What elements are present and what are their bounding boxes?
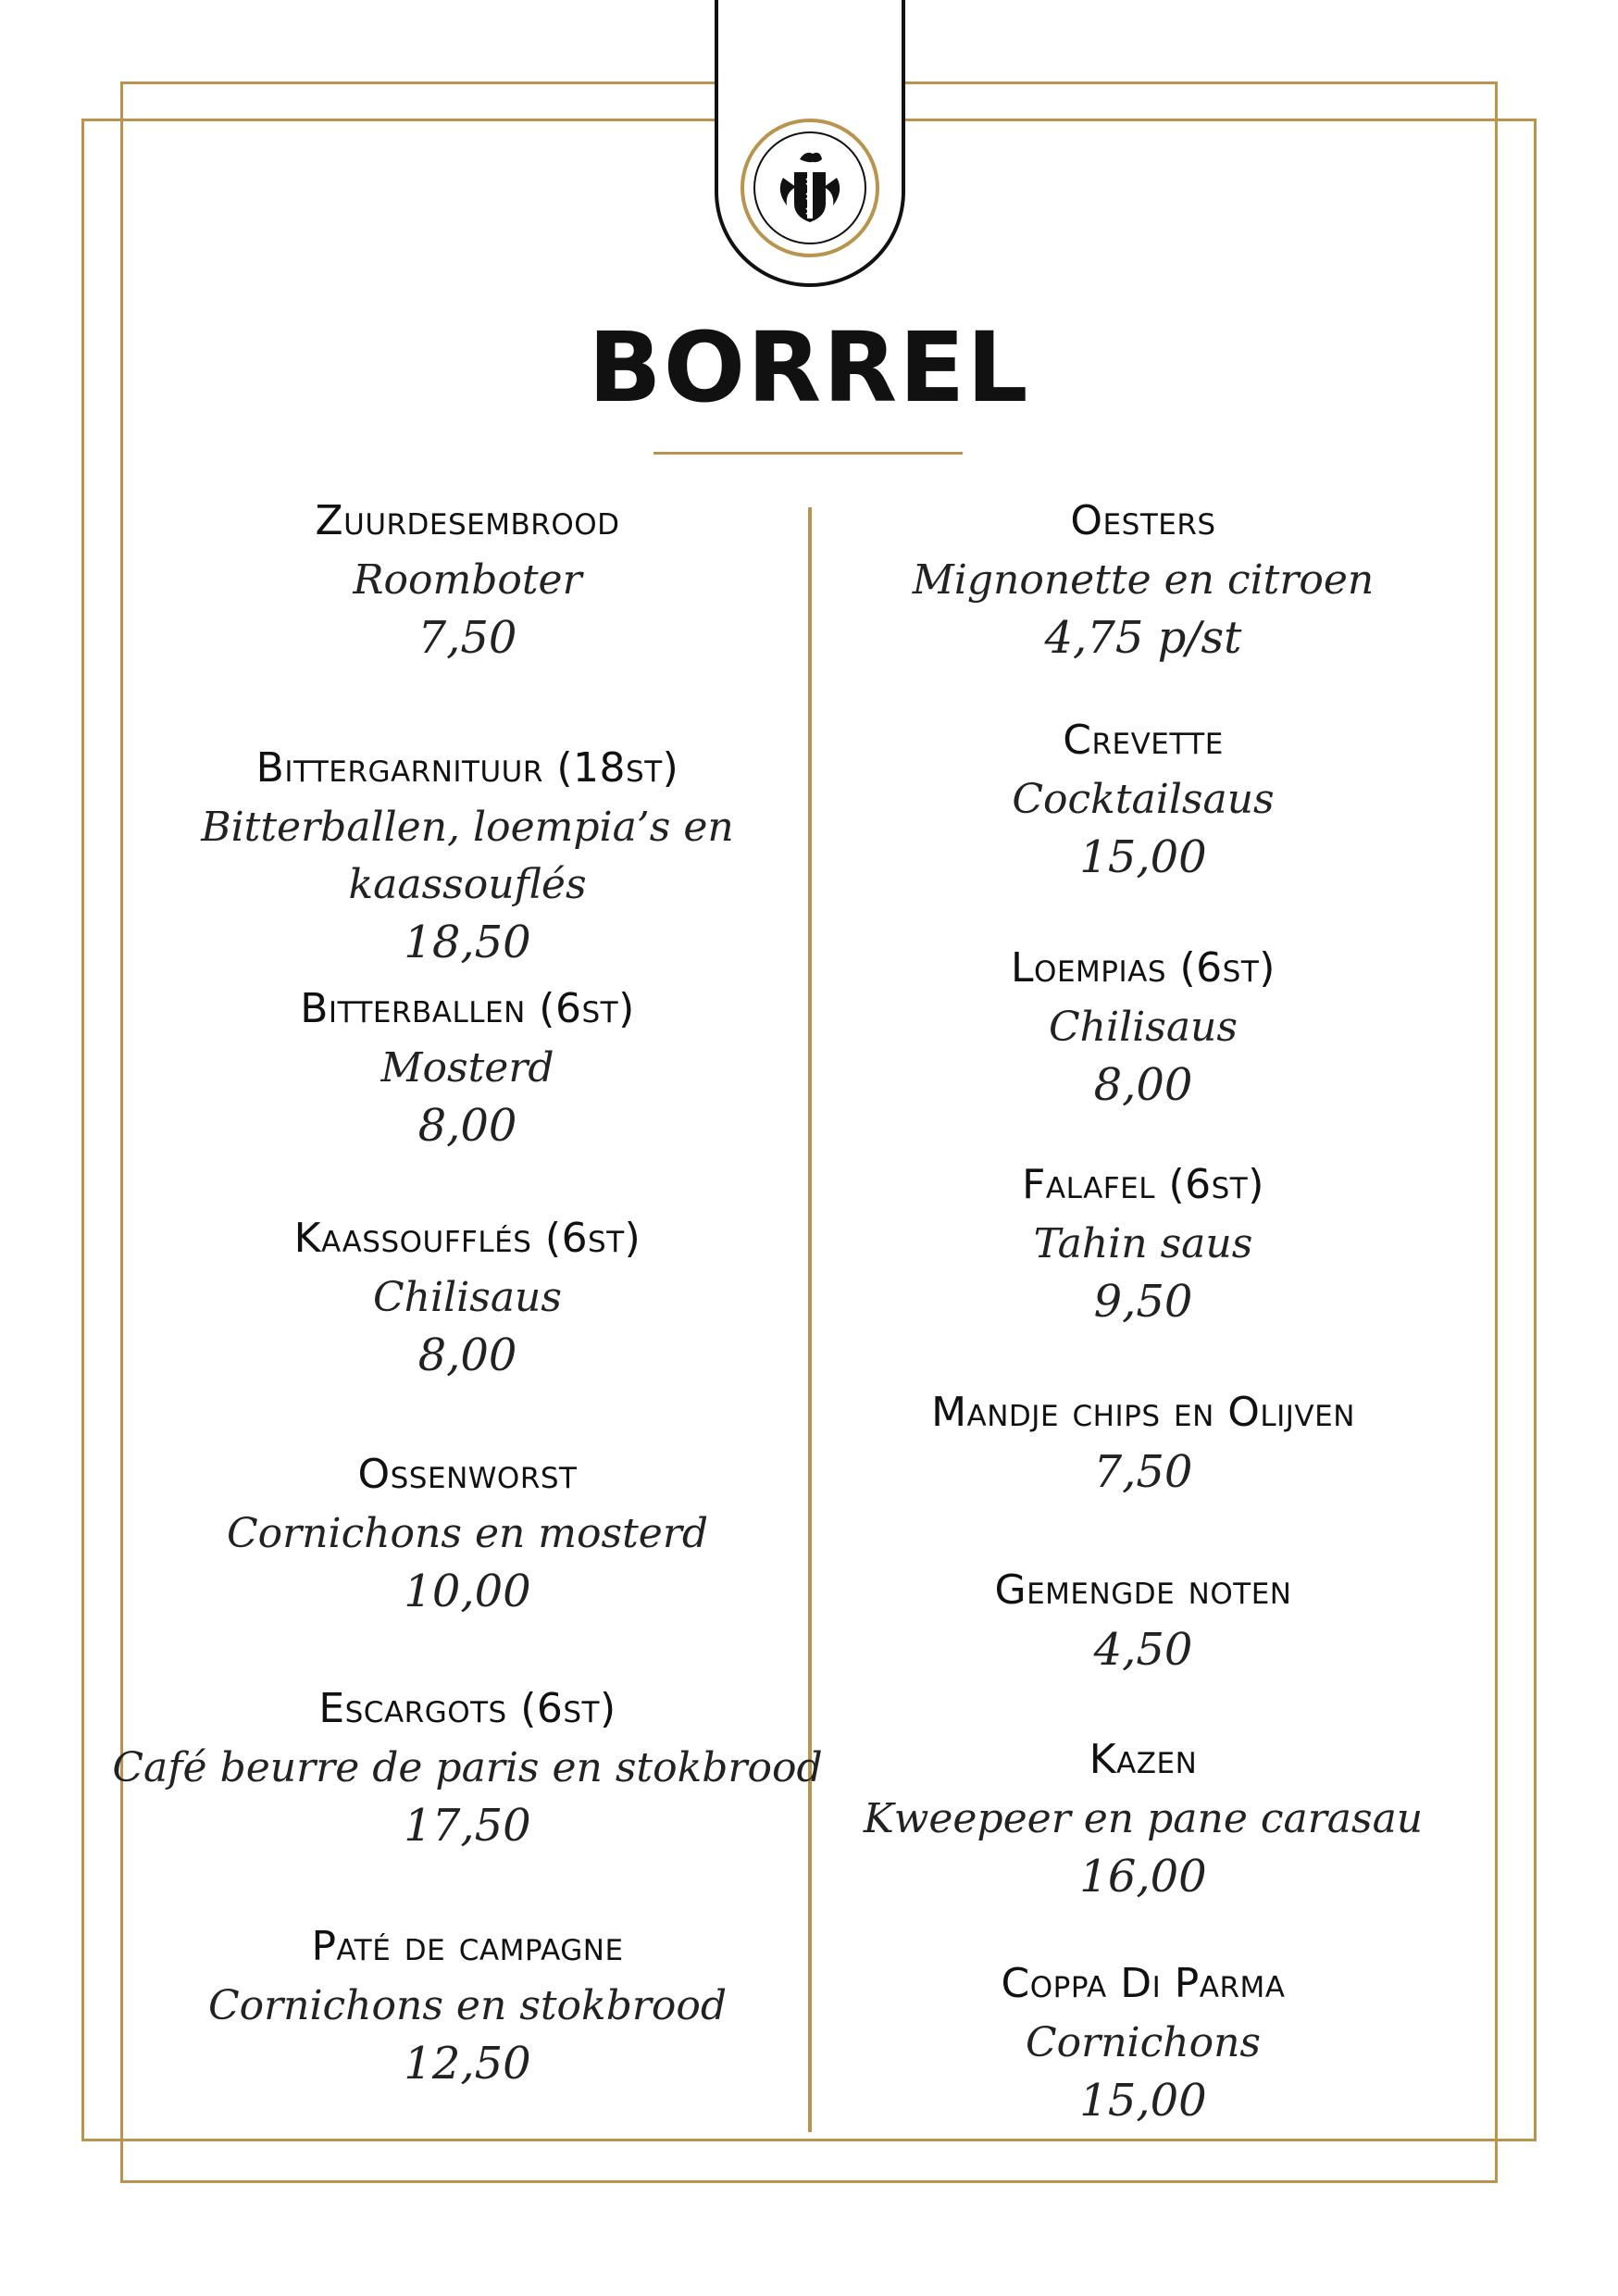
menu-item <box>782 1729 1504 1905</box>
menu-item <box>106 491 828 667</box>
item-price: 7,50 <box>417 612 517 664</box>
item-name: Oesters <box>1070 497 1216 544</box>
menu-item <box>782 710 1504 886</box>
menu-item <box>782 938 1504 1114</box>
item-price: 12,50 <box>404 2038 531 2090</box>
item-description: Tahin saus <box>1033 1220 1253 1267</box>
item-name: Escargots (6st) <box>318 1685 616 1732</box>
item-description: Chilisaus <box>373 1274 562 1321</box>
item-description: Cornichons en stokbrood <box>207 1982 728 2029</box>
item-price: 8,00 <box>417 1100 517 1152</box>
item-description: Kweepeer en pane carasau <box>863 1795 1424 1842</box>
menu-item <box>782 1953 1504 2129</box>
item-price: 17,50 <box>404 1800 531 1852</box>
item-price: 4,50 <box>1093 1624 1193 1676</box>
item-description: Cornichons en mosterd <box>226 1510 709 1557</box>
item-price: 18,50 <box>404 917 531 968</box>
item-description: Bitterballen, loempia’s en kaassouflés <box>201 804 734 908</box>
svg-text:×: × <box>804 205 815 218</box>
menu-item <box>782 491 1504 667</box>
item-price: 15,00 <box>1079 2075 1207 2127</box>
menu-item <box>106 1208 828 1384</box>
menu-item <box>106 1678 828 1854</box>
item-name: Kaassoufflés (6st) <box>293 1215 641 1262</box>
item-description: Mosterd <box>380 1044 554 1092</box>
item-name: Bitterballen (6st) <box>300 985 635 1032</box>
item-price: 4,75 p/st <box>1044 612 1242 664</box>
item-name: Falafel (6st) <box>1022 1161 1264 1208</box>
item-price: 8,00 <box>417 1329 517 1381</box>
item-price: 10,00 <box>404 1566 531 1617</box>
item-description: Roomboter <box>353 556 582 604</box>
item-description: Cocktailsaus <box>1012 776 1275 823</box>
menu-item <box>106 1444 828 1620</box>
logo-badge <box>741 119 879 257</box>
menu-item <box>106 979 828 1154</box>
svg-text:×: × <box>804 175 815 188</box>
menu-item <box>782 1560 1504 1678</box>
item-price: 9,50 <box>1093 1276 1193 1328</box>
menu-item <box>106 738 828 971</box>
item-name: Bittergarnituur (18st) <box>255 744 679 792</box>
item-description: Chilisaus <box>1049 1004 1238 1051</box>
item-description: Mignonette en citroen <box>912 556 1375 604</box>
item-name: Zuurdesembrood <box>315 497 620 544</box>
item-price: 7,50 <box>1093 1446 1193 1498</box>
menu-item <box>782 1154 1504 1330</box>
title-divider <box>653 452 963 455</box>
svg-text:×: × <box>804 190 815 203</box>
item-price: 15,00 <box>1079 831 1207 883</box>
item-description: Café beurre de paris en stokbrood <box>112 1744 823 1791</box>
item-price: 8,00 <box>1093 1059 1193 1111</box>
item-name: Coppa Di Parma <box>1001 1960 1286 2007</box>
item-name: Paté de campagne <box>311 1923 624 1970</box>
page-title: BORREL <box>588 311 1030 424</box>
item-name: Loempias (6st) <box>1011 944 1276 992</box>
item-name: Crevette <box>1063 717 1224 764</box>
item-name: Mandje chips en Olijven <box>931 1389 1355 1436</box>
item-price: 16,00 <box>1079 1851 1207 1903</box>
item-name: Ossenworst <box>357 1451 578 1498</box>
menu-item <box>106 1916 828 2092</box>
menu-item <box>782 1382 1504 1501</box>
item-name: Gemengde noten <box>994 1566 1292 1614</box>
item-name: Kazen <box>1089 1736 1198 1783</box>
item-description: Cornichons <box>1026 2019 1261 2066</box>
amsterdam-coat-of-arms-icon <box>744 122 876 254</box>
